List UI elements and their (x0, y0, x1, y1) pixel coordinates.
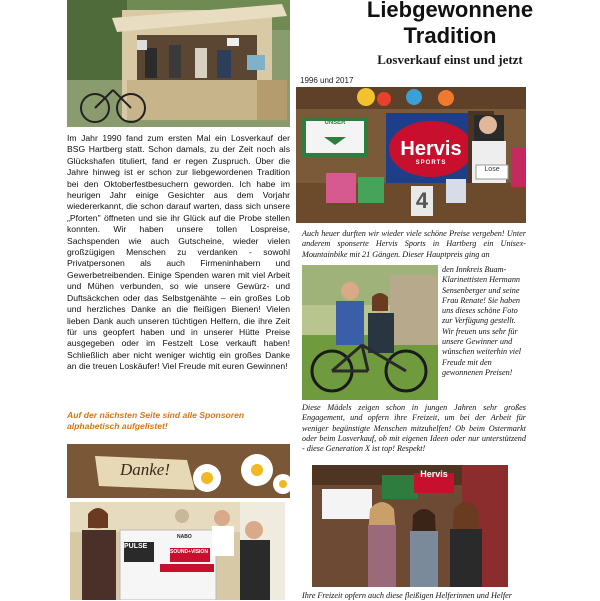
page-title-line2: Tradition (403, 23, 497, 48)
pulse-logo-text: PULSE (124, 543, 148, 550)
hervis-small-sign: Hervis (420, 469, 448, 479)
unser-banner-text: UNSER (324, 120, 346, 126)
caption-prizes: Auch heuer durften wir wieder viele schöne Preise vergeben! Unter anderem sponserte Hervis Sports in Hartberg ein Unisex- Mountainbike mit 21 Gängen. Dieser Hauptpreis ging an (302, 229, 526, 259)
winners-bike-photo (302, 265, 438, 400)
page-subtitle: Losverkauf einst und jetzt (377, 52, 523, 67)
caption-girls: Diese Mädels zeigen schon in jungen Jahren sehr großes Engagement, und opfern ihre Freizeit, um bei der Arbeit für weniger begünstigte Menschen mitzuhelfen! Ob beim Ostermarkt oder beim Losverkauf, ob mit eigenen Ideen oder nur unterstützend - diese Generation X ist top! Respekt! (302, 403, 526, 454)
photo-years-label: 1996 und 2017 (300, 76, 354, 85)
page-title-line1: Liebgewonnene (366, 0, 534, 22)
caption-helpers: Ihre Freizeit opfern auch diese fleißigen Helferinnen und Helfer (302, 591, 512, 600)
booth-number: 4 (411, 186, 433, 216)
nabo-logo-text: NABO (177, 534, 192, 540)
lose-sign-text: Lose (484, 166, 500, 173)
article-body: Im Jahr 1990 fand zum ersten Mal ein Losverkauf der BSG Hartberg statt. Schon damals, zu der Zeit noch als Glückshafen tituliert, fand er regen Zuspruch. Über die Jahre hinweg ist er schon zur liebgewordenen Tradition bei den Oktoberfestbesuchern geworden. Ich habe im heurigen Jahr einige Gesichter aus dem Vorjahr wiedererkannt, die schon darauf warten, dass sich unsere „Pforten" öffneten und sie ihr Glück auf die Probe stellen konnten. Wir haben unsere tollen Lospreise, Sachspenden wie auch Gutscheine, wieder vielen großzügigen Menschen zu verdanken - sowohl Privatpersonen als auch Firmeninhabern und Gewerbetreibenden. Einige Spenden waren mit viel Arbeit und Mühen verbunden, so wie unsere Gewürz- und Duftsäckchen oder das Selbstgenähte – ein großes Lob und herzliches Danke an die fleißigen Bienen! Vielen lieben Dank auch unseren tüchtigen Helfern, die ihre Zeit für uns geopfert haben und in unserer Hütte Preise ausgegeben oder im Festzelt Lose verkauft haben! Schließlich aber nicht weniger wichtig ein großes Danke an die treuen Loskäufer! Viel Freude mit euren Gewinnen! (67, 133, 290, 372)
booth-photo-1996 (67, 0, 290, 127)
girls-booth-photo (312, 465, 508, 587)
danke-text: Danke! (119, 460, 171, 479)
caption-winners: den Innkreis Buam-Klarinettisten Hermann Sensenberger und seine Frau Renate! Sie haben uns dieses schöne Foto zur Verfügung gestellt. Wir freuen uns sehr für unsere Gewinner und wünschen weiterhin viel Freude mit den gewonnenen Preisen! (442, 265, 521, 377)
hervis-banner-sports: SPORTS (415, 160, 447, 166)
hervis-banner-text: Hervis (400, 138, 462, 160)
sound-vision-text: SOUND+VISION (170, 549, 208, 555)
sponsor-note: Auf der nächsten Seite sind alle Sponsoren alphabetisch aufgelistet! (67, 410, 245, 432)
